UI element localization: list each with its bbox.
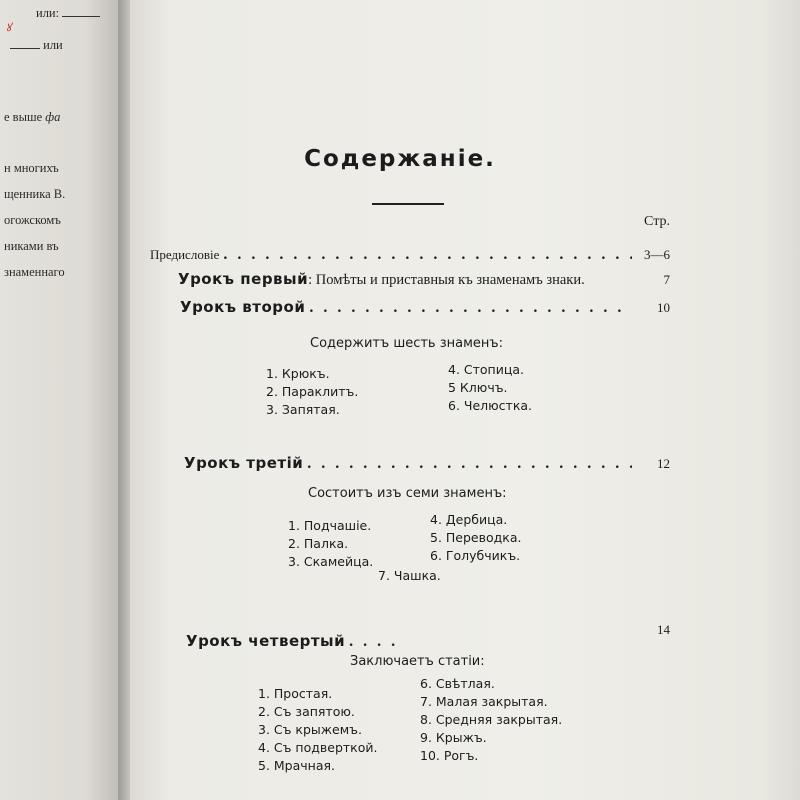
lesson-desc: : Помѣты и приставныя къ знаменамъ знаки. — [308, 272, 585, 288]
entry-page: 12 — [657, 456, 670, 471]
page-shadow — [760, 0, 800, 800]
left-line: или: — [36, 6, 100, 21]
list-item: 5 Ключъ. — [448, 380, 508, 395]
entry-page: 10 — [657, 300, 670, 315]
list-item: 2. Палка. — [288, 536, 349, 551]
list-item: 1. Крюкъ. — [266, 366, 330, 381]
toc-entry-preface — [150, 246, 670, 264]
list-item: 6. Челюстка. — [448, 398, 533, 413]
toc-entry-lesson3 — [184, 454, 670, 473]
list-item: 4. Дербица. — [430, 512, 508, 527]
toc-entry-lesson4 — [186, 622, 670, 650]
page-column-header: Стр. — [644, 214, 670, 229]
list-item: 1. Простая. — [258, 686, 333, 701]
list-item: 2. Параклитъ. — [266, 384, 359, 399]
list-item: 3. Съ крыжемъ. — [258, 722, 362, 737]
entry-label: Предисловіе — [150, 247, 220, 262]
left-page — [0, 0, 122, 800]
left-line: никами въ — [4, 239, 59, 253]
red-ink-mark: ꙋ — [6, 22, 12, 34]
entry-page: 7 — [663, 272, 670, 287]
right-page — [130, 0, 800, 800]
lesson-intro: Состоитъ изъ семи знаменъ: — [308, 486, 507, 501]
lesson-title: Урокъ первый — [178, 270, 309, 288]
left-line: знаменнаго — [4, 265, 65, 279]
left-line: н многихъ — [4, 161, 59, 175]
left-line: щенника В. — [4, 187, 66, 201]
leader-dots — [223, 246, 632, 264]
list-item: 9. Крыжъ. — [420, 730, 487, 745]
leader-dots — [307, 455, 632, 473]
lesson-title: Урокъ четвертый — [186, 632, 346, 650]
entry-page: 14 — [657, 622, 670, 637]
page-title: Содержаніе. — [304, 146, 496, 172]
list-item: 8. Средняя закрытая. — [420, 712, 563, 727]
lesson-intro: Содержитъ шесть знаменъ: — [310, 336, 503, 351]
list-item: 1. Подчашіе. — [288, 518, 372, 533]
leader-dots — [349, 633, 399, 651]
list-item: 6. Голубчикъ. — [430, 548, 521, 563]
left-line: огожскомъ — [4, 213, 61, 227]
list-item: 4. Съ подверткой. — [258, 740, 378, 755]
list-item: 7. Чашка. — [378, 568, 441, 583]
title-rule — [372, 203, 444, 205]
list-item: 3. Запятая. — [266, 402, 340, 417]
leader-dots — [309, 299, 632, 317]
entry-page: 3—6 — [644, 247, 670, 262]
toc-entry-lesson1 — [178, 270, 670, 289]
lesson-title: Урокъ второй — [180, 298, 306, 316]
list-item: 2. Съ запятою. — [258, 704, 355, 719]
list-item: 3. Скамейца. — [288, 554, 374, 569]
toc-entry-lesson2 — [180, 298, 670, 317]
list-item: 4. Стопица. — [448, 362, 524, 377]
lesson-title: Урокъ третій — [184, 454, 304, 472]
lesson-intro: Заключаетъ статіи: — [350, 654, 485, 669]
list-item: 6. Свѣтлая. — [420, 676, 495, 691]
left-line: е выше фа — [4, 110, 61, 124]
list-item: 5. Переводка. — [430, 530, 522, 545]
left-line: или — [10, 38, 63, 53]
list-item: 7. Малая закрытая. — [420, 694, 548, 709]
list-item: 10. Рогъ. — [420, 748, 479, 763]
list-item: 5. Мрачная. — [258, 758, 335, 773]
